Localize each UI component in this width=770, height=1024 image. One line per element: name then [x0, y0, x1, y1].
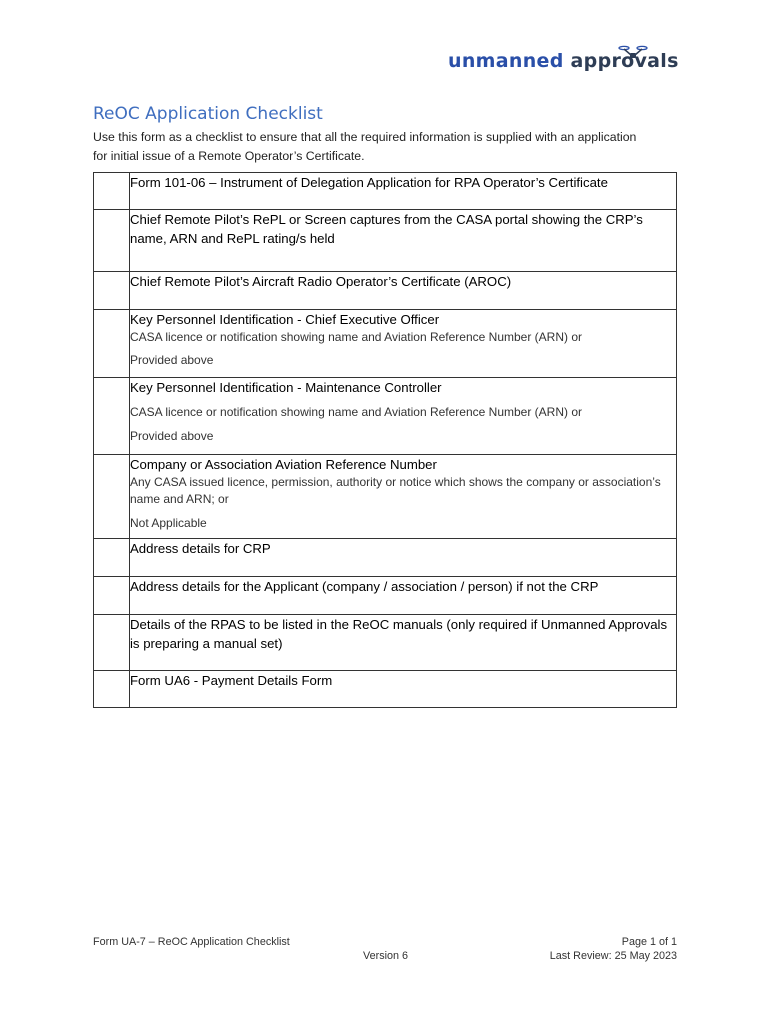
- item-content: [130, 615, 677, 671]
- item-title: Form 101-06 – Instrument of Delegation Application for RPA Operator’s Certificate: [130, 175, 608, 190]
- item-title: Chief Remote Pilot’s RePL or Screen captures from the CASA portal showing the CRP’s name, ARN and RePL rating/s held: [130, 212, 643, 246]
- item-subtext: Provided above: [130, 353, 214, 367]
- checklist-row: [94, 272, 677, 310]
- item-title: Company or Association Aviation Reference Number: [130, 457, 437, 472]
- item-title: Chief Remote Pilot’s Aircraft Radio Operator’s Certificate (AROC): [130, 274, 512, 289]
- footer-page-number: Page 1 of 1: [621, 936, 677, 948]
- footer-version: Version 6: [363, 950, 409, 962]
- checklist-row: [94, 173, 677, 210]
- checklist-row: [94, 310, 677, 378]
- checkbox-cell[interactable]: [94, 455, 130, 539]
- checklist-row: [94, 539, 677, 577]
- intro-text: Use this form as a checklist to ensure that all the required information is supplied with an application for initial issue of a Remote Operator’s Certificate.: [93, 130, 637, 163]
- footer-form-name: Form UA-7 – ReOC Application Checklist: [93, 936, 290, 948]
- logo-text: [448, 50, 679, 72]
- item-content: [130, 539, 677, 577]
- item-title: Address details for CRP: [130, 541, 271, 556]
- checkbox-cell[interactable]: [94, 378, 130, 455]
- item-content: [130, 455, 677, 539]
- checkbox-cell[interactable]: [94, 615, 130, 671]
- item-subtext: CASA licence or notification showing name and Aviation Reference Number (ARN) or: [130, 330, 583, 344]
- company-logo: [448, 44, 678, 78]
- checklist-row: [94, 455, 677, 539]
- item-subtext: Not Applicable: [130, 516, 207, 530]
- item-content: [130, 173, 677, 210]
- checkbox-cell[interactable]: [94, 272, 130, 310]
- item-title: Key Personnel Identification - Maintenance Controller: [130, 380, 442, 395]
- item-content: [130, 272, 677, 310]
- item-title: Address details for the Applicant (company / association / person) if not the CRP: [130, 579, 599, 594]
- item-title: Details of the RPAS to be listed in the ReOC manuals (only required if Unmanned Approvals is preparing a manual set): [130, 617, 668, 651]
- checklist-row: [94, 378, 677, 455]
- checklist-row: [94, 210, 677, 272]
- checkbox-cell[interactable]: [94, 577, 130, 615]
- checklist-row: [94, 615, 677, 671]
- item-title: Form UA6 - Payment Details Form: [130, 673, 333, 688]
- checkbox-cell[interactable]: [94, 173, 130, 210]
- checklist-row: [94, 671, 677, 708]
- checklist-row: [94, 577, 677, 615]
- checkbox-cell[interactable]: [94, 539, 130, 577]
- checkbox-cell[interactable]: [94, 310, 130, 378]
- checkbox-cell[interactable]: [94, 210, 130, 272]
- item-subtext: Any CASA issued licence, permission, authority or notice which shows the company or association’s name and ARN; or: [130, 475, 661, 506]
- logo-text-part2: approvals: [570, 50, 679, 72]
- item-title: Key Personnel Identification - Chief Executive Officer: [130, 312, 440, 327]
- item-content: [130, 577, 677, 615]
- item-content: [130, 378, 677, 455]
- item-subtext: CASA licence or notification showing name and Aviation Reference Number (ARN) or: [130, 405, 583, 419]
- logo-text-part1: unmanned: [448, 50, 564, 72]
- checklist-table: [93, 172, 677, 708]
- page-title: ReOC Application Checklist: [93, 104, 323, 124]
- item-content: [130, 210, 677, 272]
- item-content: [130, 310, 677, 378]
- item-content: [130, 671, 677, 708]
- item-subtext: Provided above: [130, 429, 214, 443]
- checkbox-cell[interactable]: [94, 671, 130, 708]
- footer-last-review: Last Review: 25 May 2023: [549, 950, 677, 962]
